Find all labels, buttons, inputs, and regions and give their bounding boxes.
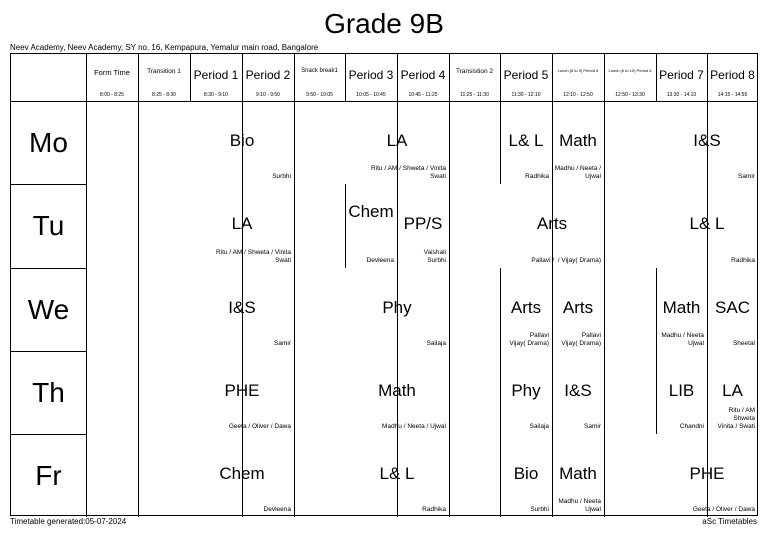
period-time: 8:00 - 8:25 xyxy=(100,92,124,98)
lesson-cell xyxy=(397,184,449,268)
period-name: Period 3 xyxy=(348,68,394,82)
lesson-teacher: Chandni xyxy=(679,423,704,430)
column-divider xyxy=(294,351,295,434)
lesson-subject: I&S xyxy=(228,298,256,317)
timetable-title: Grade 9B xyxy=(324,8,444,39)
lesson-subject: LA xyxy=(722,381,743,400)
lesson-teacher: Samir xyxy=(584,423,601,430)
lesson-subject: Math xyxy=(559,131,597,150)
period-header xyxy=(707,54,758,101)
lesson-teacher: Ritu / AM Shweta Vinita / Swati xyxy=(717,407,755,430)
lesson-subject: Arts xyxy=(562,298,594,317)
lesson-subject: Arts xyxy=(510,298,542,317)
lesson-teacher: Sheetal xyxy=(732,340,755,347)
lesson-teacher: Geeta / Oliver / Dawa xyxy=(228,423,291,430)
lesson-cell xyxy=(552,434,604,517)
period-name: Transition 1 xyxy=(147,68,181,75)
lesson-cell xyxy=(190,268,294,351)
period-time: 12:10 - 12:50 xyxy=(563,92,593,98)
lesson-subject: LA xyxy=(231,214,253,233)
lesson-teacher: Madhu / Neeta / Ujwal xyxy=(382,423,446,430)
lesson-cell xyxy=(190,101,294,184)
lesson-subject: Chem xyxy=(219,464,265,483)
column-divider xyxy=(138,351,139,434)
lesson-cell xyxy=(500,434,552,517)
period-time: 11:25 - 11:30 xyxy=(460,92,489,98)
lesson-teacher: Pallavi Vijay( Drama) xyxy=(509,332,549,347)
period-name: Period 4 xyxy=(400,68,446,82)
lesson-teacher: Radhika xyxy=(731,257,755,264)
lesson-subject: Math xyxy=(662,298,701,317)
lesson-subject: Math xyxy=(559,464,597,483)
lesson-cell xyxy=(656,268,707,351)
period-header xyxy=(294,54,345,101)
period-time: 11:30 - 12:10 xyxy=(511,92,541,98)
lesson-subject: Arts xyxy=(536,214,568,233)
generated-date: Timetable generated:05-07-2024 xyxy=(10,517,127,526)
period-header xyxy=(604,54,656,101)
lesson-subject: L& L xyxy=(379,464,415,483)
period-name: Lunch (8 to 9) Period 6 xyxy=(557,68,599,73)
column-divider xyxy=(604,351,605,434)
column-divider xyxy=(449,434,450,517)
lesson-subject: PHE xyxy=(224,381,260,400)
period-header xyxy=(449,54,500,101)
period-time: 8:30 - 9:10 xyxy=(204,92,228,98)
lesson-teacher: Surbhi xyxy=(530,506,549,513)
period-time: 13:30 - 14:10 xyxy=(666,92,697,98)
period-header xyxy=(242,54,294,101)
lesson-cell xyxy=(552,351,604,434)
day-label: We xyxy=(27,294,70,325)
lesson-cell xyxy=(552,101,604,184)
lesson-cell xyxy=(500,184,604,268)
period-name: Snack break1 xyxy=(301,68,338,74)
lesson-cell xyxy=(707,268,758,351)
period-name: Period 7 xyxy=(659,68,704,82)
lesson-cell xyxy=(345,434,449,517)
day-label: Tu xyxy=(32,210,65,241)
lesson-cell xyxy=(656,434,758,517)
lesson-teacher: Devleena xyxy=(263,506,291,513)
column-divider xyxy=(604,268,605,351)
column-divider xyxy=(604,184,605,268)
lesson-teacher: Ritu / AM / Shweta / Vinita Swati xyxy=(215,249,291,264)
period-time: 10:05 - 10:45 xyxy=(356,92,386,98)
period-header xyxy=(552,54,604,101)
lesson-subject: L& L xyxy=(508,131,544,150)
timetable-grid xyxy=(10,53,758,516)
brand-label: aSc Timetables xyxy=(702,517,757,526)
lesson-teacher: Samir xyxy=(274,340,291,347)
lesson-cell xyxy=(500,101,552,184)
lesson-cell xyxy=(656,184,758,268)
period-header xyxy=(500,54,552,101)
lesson-subject: Phy xyxy=(382,298,412,317)
lesson-teacher: Sailaja xyxy=(529,423,549,430)
column-divider xyxy=(294,268,295,351)
lesson-cell xyxy=(345,101,449,184)
period-name: Lunch (6 to 10) Period 6 xyxy=(608,68,652,73)
lesson-cell xyxy=(190,184,294,268)
lesson-subject: L& L xyxy=(689,214,725,233)
lesson-teacher: Radhika xyxy=(422,506,446,513)
period-header xyxy=(345,54,397,101)
column-divider xyxy=(449,351,450,434)
lesson-teacher: Madhu / Neeta Ujwal xyxy=(558,498,601,513)
lesson-teacher: Surbhi xyxy=(272,173,291,180)
lesson-teacher: Pallavi Vijay( Drama) xyxy=(561,332,601,347)
day-label: Fr xyxy=(35,460,62,491)
lesson-cell xyxy=(500,351,552,434)
lesson-subject: Chem xyxy=(348,202,394,221)
period-header xyxy=(138,54,190,101)
lesson-cell xyxy=(707,351,758,434)
lesson-cell xyxy=(656,351,707,434)
lesson-teacher: Samir xyxy=(738,173,755,180)
period-name: Form Time xyxy=(94,68,130,77)
day-label: Mo xyxy=(29,127,68,158)
lesson-subject: LA xyxy=(386,131,408,150)
lesson-cell xyxy=(345,351,449,434)
column-divider xyxy=(86,351,87,434)
column-divider xyxy=(449,101,450,184)
school-address: Neev Academy, Neev Academy, SY no. 16, Kempapura, Yemalur main road, Bangalore xyxy=(10,43,319,52)
column-divider xyxy=(294,184,295,268)
column-divider xyxy=(604,101,605,184)
column-divider xyxy=(138,268,139,351)
period-name: Period 2 xyxy=(245,68,291,82)
lesson-subject: Bio xyxy=(229,131,255,150)
period-time: 8:25 - 8:30 xyxy=(152,92,176,98)
lesson-subject: I&S xyxy=(693,131,721,150)
period-time: 9:10 - 9:50 xyxy=(256,92,280,98)
lesson-teacher: Radhika xyxy=(525,173,549,180)
period-time: 9:50 - 10:05 xyxy=(306,92,333,98)
lesson-teacher: Ritu / AM / Shweta / Vinita Swati xyxy=(370,165,446,180)
period-name: Period 5 xyxy=(503,68,549,82)
lesson-cell xyxy=(500,268,552,351)
period-header xyxy=(397,54,449,101)
column-divider xyxy=(294,434,295,517)
period-time: 10:45 - 11:25 xyxy=(408,92,438,98)
lesson-teacher: Pallavi / / Vijay( Drama) xyxy=(531,257,601,264)
period-header xyxy=(86,54,138,101)
lesson-teacher: Sailaja xyxy=(426,340,446,347)
column-divider xyxy=(138,101,139,184)
lesson-subject: Bio xyxy=(513,464,539,483)
lesson-subject: Phy xyxy=(511,381,541,400)
column-divider xyxy=(604,434,605,517)
column-divider xyxy=(138,434,139,517)
lesson-teacher: Geeta / Oliver / Dawa xyxy=(692,506,755,513)
period-time: 14:15 - 14:55 xyxy=(717,92,748,98)
day-label: Th xyxy=(32,377,65,408)
lesson-subject: Math xyxy=(378,381,416,400)
column-divider xyxy=(86,434,87,517)
column-divider xyxy=(449,268,450,351)
period-time: 12:50 - 13:30 xyxy=(615,92,645,98)
lesson-cell xyxy=(552,268,604,351)
lesson-cell xyxy=(345,184,397,268)
lesson-teacher: Madhu / Neeta Ujwal xyxy=(661,332,704,347)
period-name: Period 8 xyxy=(710,68,755,82)
period-name: Period 1 xyxy=(193,68,239,82)
column-divider xyxy=(449,184,450,268)
lesson-subject: PP/S xyxy=(403,214,443,233)
lesson-subject: SAC xyxy=(715,298,750,317)
column-divider xyxy=(86,268,87,351)
lesson-subject: LIB xyxy=(668,381,695,400)
column-divider xyxy=(138,184,139,268)
lesson-teacher: Madhu / Neeta / Ujwal xyxy=(554,165,601,180)
lesson-teacher: Vaishali Surbhi xyxy=(423,249,446,264)
column-divider xyxy=(294,101,295,184)
period-name: Transistion 2 xyxy=(456,68,493,75)
lesson-subject: I&S xyxy=(564,381,592,400)
column-divider xyxy=(86,184,87,268)
lesson-teacher: Devleena xyxy=(366,257,394,264)
period-header xyxy=(656,54,707,101)
lesson-cell xyxy=(656,101,758,184)
lesson-subject: PHE xyxy=(689,464,725,483)
period-header xyxy=(190,54,242,101)
lesson-cell xyxy=(345,268,449,351)
column-divider xyxy=(86,101,87,184)
lesson-cell xyxy=(190,434,294,517)
lesson-cell xyxy=(190,351,294,434)
